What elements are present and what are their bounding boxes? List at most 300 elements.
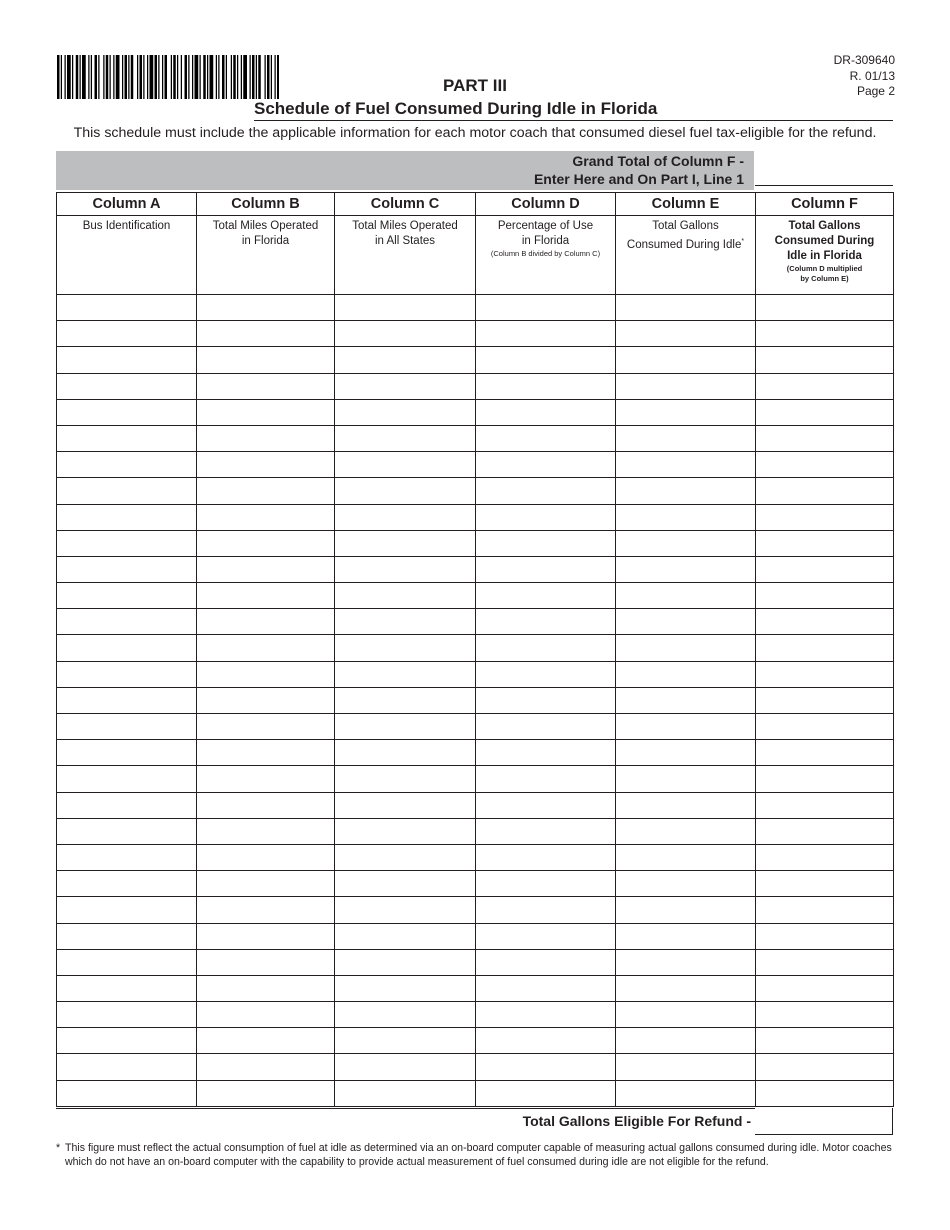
column-b-input[interactable] [197, 740, 334, 765]
column-a-cell [57, 425, 197, 451]
column-a-input[interactable] [57, 400, 196, 425]
column-e-input[interactable] [616, 740, 755, 765]
column-e-input[interactable] [616, 871, 755, 896]
column-b-input[interactable] [197, 1028, 334, 1053]
column-a-input[interactable] [57, 950, 196, 975]
column-e-input[interactable] [616, 374, 755, 399]
column-b-input[interactable] [197, 819, 334, 844]
column-d-input[interactable] [476, 557, 615, 582]
column-d-input[interactable] [476, 897, 615, 922]
column-a-input[interactable] [57, 583, 196, 608]
column-a-input[interactable] [57, 452, 196, 477]
column-e-input[interactable] [616, 766, 755, 791]
column-b-cell [197, 635, 335, 661]
column-e-cell [616, 556, 756, 582]
column-d-input[interactable] [476, 321, 615, 346]
column-a-input[interactable] [57, 295, 196, 320]
column-b-description [197, 216, 335, 295]
column-e-input[interactable] [616, 635, 755, 660]
column-f-input[interactable] [756, 452, 893, 477]
column-b-input[interactable] [197, 426, 334, 451]
column-b-input[interactable] [197, 478, 334, 503]
column-c-cell [335, 687, 476, 713]
column-c-cell [335, 818, 476, 844]
column-b-input[interactable] [197, 609, 334, 634]
table-row [57, 740, 894, 766]
column-a-input[interactable] [57, 662, 196, 687]
column-f-input[interactable] [756, 766, 893, 791]
column-d-cell [476, 766, 616, 792]
column-d-cell [476, 714, 616, 740]
column-e-input[interactable] [616, 321, 755, 346]
column-f-cell [756, 530, 894, 556]
column-e-input[interactable] [616, 662, 755, 687]
column-e-input[interactable] [616, 1054, 755, 1079]
column-e-cell [616, 975, 756, 1001]
column-f-input[interactable] [756, 897, 893, 922]
column-c-cell [335, 871, 476, 897]
column-d-input[interactable] [476, 740, 615, 765]
column-b-input[interactable] [197, 321, 334, 346]
column-d-input[interactable] [476, 924, 615, 949]
column-e-input[interactable] [616, 426, 755, 451]
column-b-input[interactable] [197, 714, 334, 739]
column-f-input[interactable] [756, 1054, 893, 1079]
column-f-input[interactable] [756, 426, 893, 451]
column-f-input[interactable] [756, 583, 893, 608]
column-a-input[interactable] [57, 635, 196, 660]
column-a-cell [57, 766, 197, 792]
column-b-input[interactable] [197, 976, 334, 1001]
column-e-input[interactable] [616, 452, 755, 477]
column-b-cell [197, 949, 335, 975]
column-header-row [57, 193, 894, 216]
column-e-input[interactable] [616, 924, 755, 949]
column-d-input[interactable] [476, 871, 615, 896]
column-d-input[interactable] [476, 452, 615, 477]
column-e-cell [616, 295, 756, 321]
table-row [57, 1054, 894, 1080]
column-a-input[interactable] [57, 819, 196, 844]
column-e-cell [616, 923, 756, 949]
column-a-input[interactable] [57, 897, 196, 922]
column-d-cell [476, 1028, 616, 1054]
table-row [57, 583, 894, 609]
column-f-input[interactable] [756, 1081, 893, 1106]
column-c-input[interactable] [335, 871, 475, 896]
column-c-cell [335, 1028, 476, 1054]
column-b-cell [197, 766, 335, 792]
column-f-input[interactable] [756, 505, 893, 530]
column-d-input[interactable] [476, 400, 615, 425]
column-c-input[interactable] [335, 374, 475, 399]
column-b-input[interactable] [197, 766, 334, 791]
column-b-header: Column B [197, 193, 335, 216]
column-b-input[interactable] [197, 793, 334, 818]
column-f-input[interactable] [756, 1002, 893, 1027]
column-a-input[interactable] [57, 374, 196, 399]
column-f-input[interactable] [756, 557, 893, 582]
column-a-input[interactable] [57, 1002, 196, 1027]
column-e-input[interactable] [616, 1081, 755, 1106]
column-b-input[interactable] [197, 1002, 334, 1027]
column-e-cell [616, 399, 756, 425]
column-b-input[interactable] [197, 871, 334, 896]
column-a-cell [57, 295, 197, 321]
column-c-cell [335, 714, 476, 740]
column-f-cell [756, 1080, 894, 1106]
column-e-description [616, 216, 756, 295]
column-a-input[interactable] [57, 924, 196, 949]
column-b-desc-line2: in Florida [241, 235, 290, 247]
column-d-cell [476, 295, 616, 321]
column-b-cell [197, 975, 335, 1001]
column-a-input[interactable] [57, 740, 196, 765]
column-a-input[interactable] [57, 478, 196, 503]
column-d-note: (Column B divided by Column C) [490, 249, 601, 258]
column-e-cell [616, 1054, 756, 1080]
column-e-input[interactable] [616, 793, 755, 818]
column-e-input[interactable] [616, 714, 755, 739]
column-d-cell [476, 556, 616, 582]
column-e-input[interactable] [616, 295, 755, 320]
column-e-input[interactable] [616, 478, 755, 503]
column-a-input[interactable] [57, 688, 196, 713]
column-c-input[interactable] [335, 557, 475, 582]
table-row [57, 609, 894, 635]
table-row [57, 792, 894, 818]
column-f-input[interactable] [756, 845, 893, 870]
column-a-cell [57, 740, 197, 766]
column-b-input[interactable] [197, 688, 334, 713]
column-d-input[interactable] [476, 609, 615, 634]
column-c-input[interactable] [335, 688, 475, 713]
column-b-cell [197, 871, 335, 897]
column-d-input[interactable] [476, 1028, 615, 1053]
column-f-input[interactable] [756, 400, 893, 425]
column-f-cell [756, 1054, 894, 1080]
column-d-input[interactable] [476, 976, 615, 1001]
column-c-input[interactable] [335, 635, 475, 660]
column-f-cell [756, 1002, 894, 1028]
column-d-cell [476, 923, 616, 949]
column-a-cell [57, 661, 197, 687]
column-d-input[interactable] [476, 374, 615, 399]
column-c-desc-line2: in All States [374, 235, 436, 247]
column-f-input[interactable] [756, 871, 893, 896]
column-e-input[interactable] [616, 583, 755, 608]
column-f-cell [756, 949, 894, 975]
column-b-input[interactable] [197, 400, 334, 425]
column-d-cell [476, 478, 616, 504]
column-d-input[interactable] [476, 635, 615, 660]
column-c-cell [335, 321, 476, 347]
column-e-input[interactable] [616, 347, 755, 372]
column-f-cell [756, 635, 894, 661]
footnote [56, 1141, 898, 1169]
column-d-cell [476, 583, 616, 609]
column-a-input[interactable] [57, 845, 196, 870]
column-a-input[interactable] [57, 1081, 196, 1106]
column-b-input[interactable] [197, 1081, 334, 1106]
column-d-cell [476, 975, 616, 1001]
column-d-input[interactable] [476, 347, 615, 372]
column-f-cell [756, 818, 894, 844]
column-f-input[interactable] [756, 295, 893, 320]
column-c-description [335, 216, 476, 295]
column-d-input[interactable] [476, 1081, 615, 1106]
column-c-input[interactable] [335, 662, 475, 687]
column-a-input[interactable] [57, 426, 196, 451]
column-c-input[interactable] [335, 766, 475, 791]
column-d-input[interactable] [476, 583, 615, 608]
column-f-input[interactable] [756, 924, 893, 949]
column-c-input[interactable] [335, 793, 475, 818]
column-f-input[interactable] [756, 714, 893, 739]
column-d-input[interactable] [476, 714, 615, 739]
column-d-input[interactable] [476, 505, 615, 530]
column-f-cell [756, 975, 894, 1001]
column-d-input[interactable] [476, 688, 615, 713]
column-b-input[interactable] [197, 557, 334, 582]
column-e-cell [616, 766, 756, 792]
column-d-input[interactable] [476, 766, 615, 791]
column-f-input[interactable] [756, 950, 893, 975]
column-f-cell [756, 399, 894, 425]
column-a-input[interactable] [57, 871, 196, 896]
column-e-cell [616, 871, 756, 897]
column-d-input[interactable] [476, 295, 615, 320]
column-c-input[interactable] [335, 819, 475, 844]
column-d-input[interactable] [476, 950, 615, 975]
column-a-cell [57, 897, 197, 923]
instructions: This schedule must include the applicable information for each motor coach that consumed diesel fuel tax-eligible for the refund. [73, 125, 877, 141]
column-b-input[interactable] [197, 950, 334, 975]
column-c-input[interactable] [335, 452, 475, 477]
column-f-input[interactable] [756, 635, 893, 660]
column-a-cell [57, 871, 197, 897]
footnote-text: This figure must reflect the actual consumption of fuel at idle as determined via an on-board computer capable of measuring actual gallons consumed during idle. Motor coaches which do not have an on-board computer with the capability to provide actual measurement of fuel consumed during idle are not eligible for the refund. [65, 1142, 892, 1168]
table-row [57, 949, 894, 975]
column-a-input[interactable] [57, 793, 196, 818]
column-c-input[interactable] [335, 426, 475, 451]
column-e-input[interactable] [616, 1002, 755, 1027]
column-f-cell [756, 373, 894, 399]
table-row [57, 530, 894, 556]
table-row [57, 295, 894, 321]
column-c-input[interactable] [335, 740, 475, 765]
column-e-cell [616, 347, 756, 373]
table-bottom-rule [56, 1108, 755, 1109]
column-e-input[interactable] [616, 400, 755, 425]
column-f-input[interactable] [756, 793, 893, 818]
column-d-input[interactable] [476, 819, 615, 844]
column-a-cell [57, 949, 197, 975]
column-a-input[interactable] [57, 1028, 196, 1053]
column-f-input[interactable] [756, 374, 893, 399]
column-f-desc-line2: Consumed During [774, 235, 875, 247]
column-b-input[interactable] [197, 505, 334, 530]
grand-total-input[interactable] [755, 151, 893, 185]
column-d-input[interactable] [476, 478, 615, 503]
column-e-cell [616, 452, 756, 478]
part-title: PART III [443, 76, 507, 95]
column-c-input[interactable] [335, 897, 475, 922]
table-row [57, 1028, 894, 1054]
column-b-cell [197, 530, 335, 556]
column-c-input[interactable] [335, 400, 475, 425]
column-f-cell [756, 740, 894, 766]
column-a-input[interactable] [57, 347, 196, 372]
column-d-cell [476, 1002, 616, 1028]
column-d-input[interactable] [476, 531, 615, 556]
column-a-description [57, 216, 197, 295]
column-a-cell [57, 1054, 197, 1080]
column-b-input[interactable] [197, 897, 334, 922]
column-e-input[interactable] [616, 897, 755, 922]
column-c-input[interactable] [335, 505, 475, 530]
total-gallons-field-box [755, 1108, 893, 1135]
column-b-cell [197, 740, 335, 766]
column-e-cell [616, 425, 756, 451]
column-c-cell [335, 295, 476, 321]
column-f-input[interactable] [756, 740, 893, 765]
column-c-input[interactable] [335, 976, 475, 1001]
column-c-cell [335, 766, 476, 792]
column-e-input[interactable] [616, 609, 755, 634]
column-e-desc-line2 [616, 234, 755, 253]
column-e-input[interactable] [616, 688, 755, 713]
column-a-cell [57, 556, 197, 582]
column-f-input[interactable] [756, 531, 893, 556]
column-a-cell [57, 1080, 197, 1106]
column-c-input[interactable] [335, 924, 475, 949]
column-d-cell [476, 792, 616, 818]
column-f-cell [756, 792, 894, 818]
column-f-input[interactable] [756, 609, 893, 634]
grand-total-label [534, 152, 744, 188]
column-e-input[interactable] [616, 976, 755, 1001]
total-gallons-input[interactable] [755, 1108, 892, 1134]
column-e-desc-line2-text: Consumed During Idle [626, 238, 742, 251]
column-b-input[interactable] [197, 531, 334, 556]
column-c-input[interactable] [335, 295, 475, 320]
column-b-input[interactable] [197, 583, 334, 608]
column-d-cell [476, 347, 616, 373]
column-a-input[interactable] [57, 1054, 196, 1079]
column-c-input[interactable] [335, 583, 475, 608]
column-d-input[interactable] [476, 426, 615, 451]
column-a-input[interactable] [57, 557, 196, 582]
column-f-input[interactable] [756, 1028, 893, 1053]
column-d-cell [476, 1054, 616, 1080]
column-b-input[interactable] [197, 295, 334, 320]
column-c-input[interactable] [335, 531, 475, 556]
column-f-cell [756, 844, 894, 870]
column-c-cell [335, 399, 476, 425]
column-a-cell [57, 687, 197, 713]
column-d-input[interactable] [476, 662, 615, 687]
column-e-input[interactable] [616, 531, 755, 556]
column-b-input[interactable] [197, 374, 334, 399]
column-c-input[interactable] [335, 1054, 475, 1079]
column-a-input[interactable] [57, 714, 196, 739]
table-row [57, 1080, 894, 1106]
column-e-input[interactable] [616, 557, 755, 582]
column-e-cell [616, 1028, 756, 1054]
grand-total-label-line1: Grand Total of Column F - [572, 153, 744, 169]
column-f-input[interactable] [756, 976, 893, 1001]
column-d-cell [476, 740, 616, 766]
column-c-cell [335, 530, 476, 556]
column-b-cell [197, 844, 335, 870]
column-c-input[interactable] [335, 1081, 475, 1106]
column-c-input[interactable] [335, 1028, 475, 1053]
column-c-cell [335, 425, 476, 451]
column-c-cell [335, 635, 476, 661]
column-a-input[interactable] [57, 766, 196, 791]
column-a-input[interactable] [57, 609, 196, 634]
column-c-input[interactable] [335, 478, 475, 503]
column-c-input[interactable] [335, 714, 475, 739]
column-b-cell [197, 321, 335, 347]
column-e-cell [616, 1080, 756, 1106]
column-b-input[interactable] [197, 347, 334, 372]
column-c-input[interactable] [335, 609, 475, 634]
column-e-input[interactable] [616, 950, 755, 975]
column-f-cell [756, 661, 894, 687]
column-b-cell [197, 452, 335, 478]
column-d-input[interactable] [476, 793, 615, 818]
column-c-input[interactable] [335, 845, 475, 870]
column-f-input[interactable] [756, 662, 893, 687]
column-e-input[interactable] [616, 1028, 755, 1053]
column-d-cell [476, 661, 616, 687]
column-a-input[interactable] [57, 505, 196, 530]
column-f-input[interactable] [756, 478, 893, 503]
column-d-input[interactable] [476, 845, 615, 870]
column-f-input[interactable] [756, 819, 893, 844]
column-b-input[interactable] [197, 1054, 334, 1079]
column-b-input[interactable] [197, 635, 334, 660]
column-e-input[interactable] [616, 845, 755, 870]
column-b-input[interactable] [197, 662, 334, 687]
column-a-input[interactable] [57, 976, 196, 1001]
column-b-input[interactable] [197, 845, 334, 870]
column-f-input[interactable] [756, 688, 893, 713]
column-c-input[interactable] [335, 347, 475, 372]
column-f-input[interactable] [756, 321, 893, 346]
column-e-cell [616, 949, 756, 975]
table-row [57, 399, 894, 425]
column-c-input[interactable] [335, 1002, 475, 1027]
column-b-input[interactable] [197, 452, 334, 477]
column-d-input[interactable] [476, 1054, 615, 1079]
column-f-input[interactable] [756, 347, 893, 372]
footnote-reference-mark: * [741, 238, 745, 245]
column-e-input[interactable] [616, 505, 755, 530]
column-d-input[interactable] [476, 1002, 615, 1027]
table-row [57, 425, 894, 451]
column-a-input[interactable] [57, 531, 196, 556]
column-e-input[interactable] [616, 819, 755, 844]
column-c-input[interactable] [335, 321, 475, 346]
column-b-input[interactable] [197, 924, 334, 949]
column-d-cell [476, 399, 616, 425]
column-a-input[interactable] [57, 321, 196, 346]
column-d-cell [476, 321, 616, 347]
column-c-input[interactable] [335, 950, 475, 975]
